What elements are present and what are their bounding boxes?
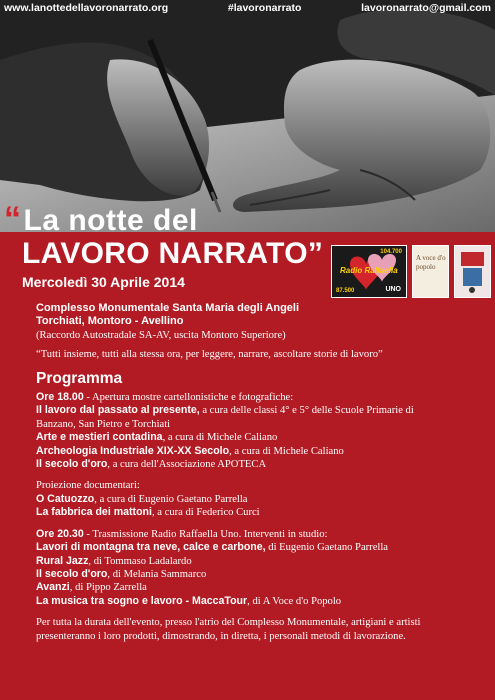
program-item-title: Lavori di montagna tra neve, calce e carbone, bbox=[36, 541, 266, 554]
program-item-detail: Banzano, San Pietro e Torchiati bbox=[36, 418, 171, 430]
venue-location: Torchiati, Montoro - Avellino bbox=[36, 315, 184, 328]
block1-intro: - Apertura mostre cartellonistiche e fotografiche: bbox=[83, 392, 294, 404]
program-item-detail: , a cura dell'Associazione APOTECA bbox=[107, 459, 267, 471]
program-item-detail: di Eugenio Gaetano Parrella bbox=[265, 542, 388, 554]
sponsor-logos bbox=[331, 245, 491, 298]
header-photo bbox=[0, 0, 495, 232]
maccatour-icon bbox=[455, 246, 490, 297]
time-1800: Ore 18.00 bbox=[36, 391, 84, 404]
closing-line: Per tutta la durata dell'evento, presso l'atrio del Complesso Monumentale, artigiani e artisti bbox=[36, 617, 421, 629]
program-item-title: Archeologia Industriale XIX-XX Secolo bbox=[36, 444, 230, 457]
program-content bbox=[36, 302, 486, 643]
program-item-title: Il lavoro dal passato al presente, bbox=[36, 404, 200, 417]
program-item-detail: , di A Voce d'o Popolo bbox=[247, 595, 342, 607]
open-quote-mark: “ bbox=[4, 200, 22, 238]
program-item-title: O Catuozzo bbox=[36, 492, 95, 505]
program-item-title: Rural Jazz bbox=[36, 554, 89, 567]
voce-logo-text: A voce d'o popolo bbox=[416, 254, 446, 271]
program-item-title: Il secolo d'oro bbox=[36, 567, 108, 580]
program-block-3 bbox=[36, 528, 486, 608]
email-link[interactable]: lavoronarrato@gmail.com bbox=[361, 2, 491, 14]
title-line-2: LAVORO NARRATO” bbox=[22, 237, 324, 270]
hands-writing-illustration bbox=[0, 0, 495, 232]
time-2030: Ore 20.30 bbox=[36, 527, 84, 540]
programma-heading: Programma bbox=[36, 369, 123, 387]
program-block-2 bbox=[36, 479, 486, 519]
venue-directions: (Raccordo Autostradale SA-AV, uscita Montoro Superiore) bbox=[36, 329, 286, 341]
block3-intro: - Trasmissione Radio Raffaella Uno. Interventi in studio: bbox=[83, 528, 328, 540]
program-item-detail: , di Pippo Zarrella bbox=[69, 582, 147, 594]
program-item-detail: a cura delle classi 4° e 5° delle Scuole Primarie di bbox=[199, 405, 414, 417]
venue-name: Complesso Monumentale Santa Maria degli Angeli bbox=[36, 302, 300, 314]
program-item-detail: , a cura di Michele Caliano bbox=[229, 445, 344, 457]
website-link[interactable]: www.lanottedellavoronarrato.org bbox=[4, 2, 169, 14]
radio-name: Radio Raffaella bbox=[340, 266, 398, 275]
block2-intro: Proiezione documentari: bbox=[36, 480, 140, 492]
top-bar bbox=[0, 0, 495, 16]
program-item-detail: , a cura di Michele Caliano bbox=[162, 432, 278, 444]
title-line-1-text: La notte del bbox=[23, 204, 198, 237]
radio-sub: UNO bbox=[385, 286, 401, 293]
program-item-detail: , a cura di Federico Curci bbox=[151, 507, 260, 519]
program-item-title: Arte e mestieri contadina bbox=[36, 431, 163, 444]
program-item-title: Avanzi bbox=[36, 581, 70, 594]
radio-freq-1: 104.700 bbox=[380, 249, 402, 255]
a-voce-do-popolo-logo bbox=[412, 245, 449, 298]
event-date: Mercoledì 30 Aprile 2014 bbox=[22, 274, 185, 290]
venue-block bbox=[36, 302, 486, 342]
hashtag-text: #lavoronarrato bbox=[227, 2, 302, 14]
closing-line: presenteranno i loro prodotti, dimostrando, in diretta, i personali metodi di lavorazione. bbox=[36, 630, 406, 642]
radio-raffaella-logo bbox=[331, 245, 407, 298]
program-item-title: La fabbrica dei mattoni bbox=[36, 506, 152, 519]
program-block-1 bbox=[36, 391, 486, 471]
maccatour-logo bbox=[454, 245, 491, 298]
event-motto: “Tutti insieme, tutti alla stessa ora, per leggere, narrare, ascoltare storie di lavoro” bbox=[36, 349, 383, 361]
program-item-title: La musica tra sogno e lavoro - MaccaTour bbox=[36, 594, 248, 607]
program-item-detail: , di Tommaso Ladalardo bbox=[88, 555, 192, 567]
program-item-detail: , di Melania Sammarco bbox=[107, 568, 207, 580]
title-line-1 bbox=[4, 200, 198, 239]
program-item-detail: , a cura di Eugenio Gaetano Parrella bbox=[94, 493, 248, 505]
closing-note bbox=[36, 616, 486, 643]
radio-freq-2: 87.500 bbox=[336, 288, 355, 294]
program-item-title: Il secolo d'oro bbox=[36, 458, 108, 471]
